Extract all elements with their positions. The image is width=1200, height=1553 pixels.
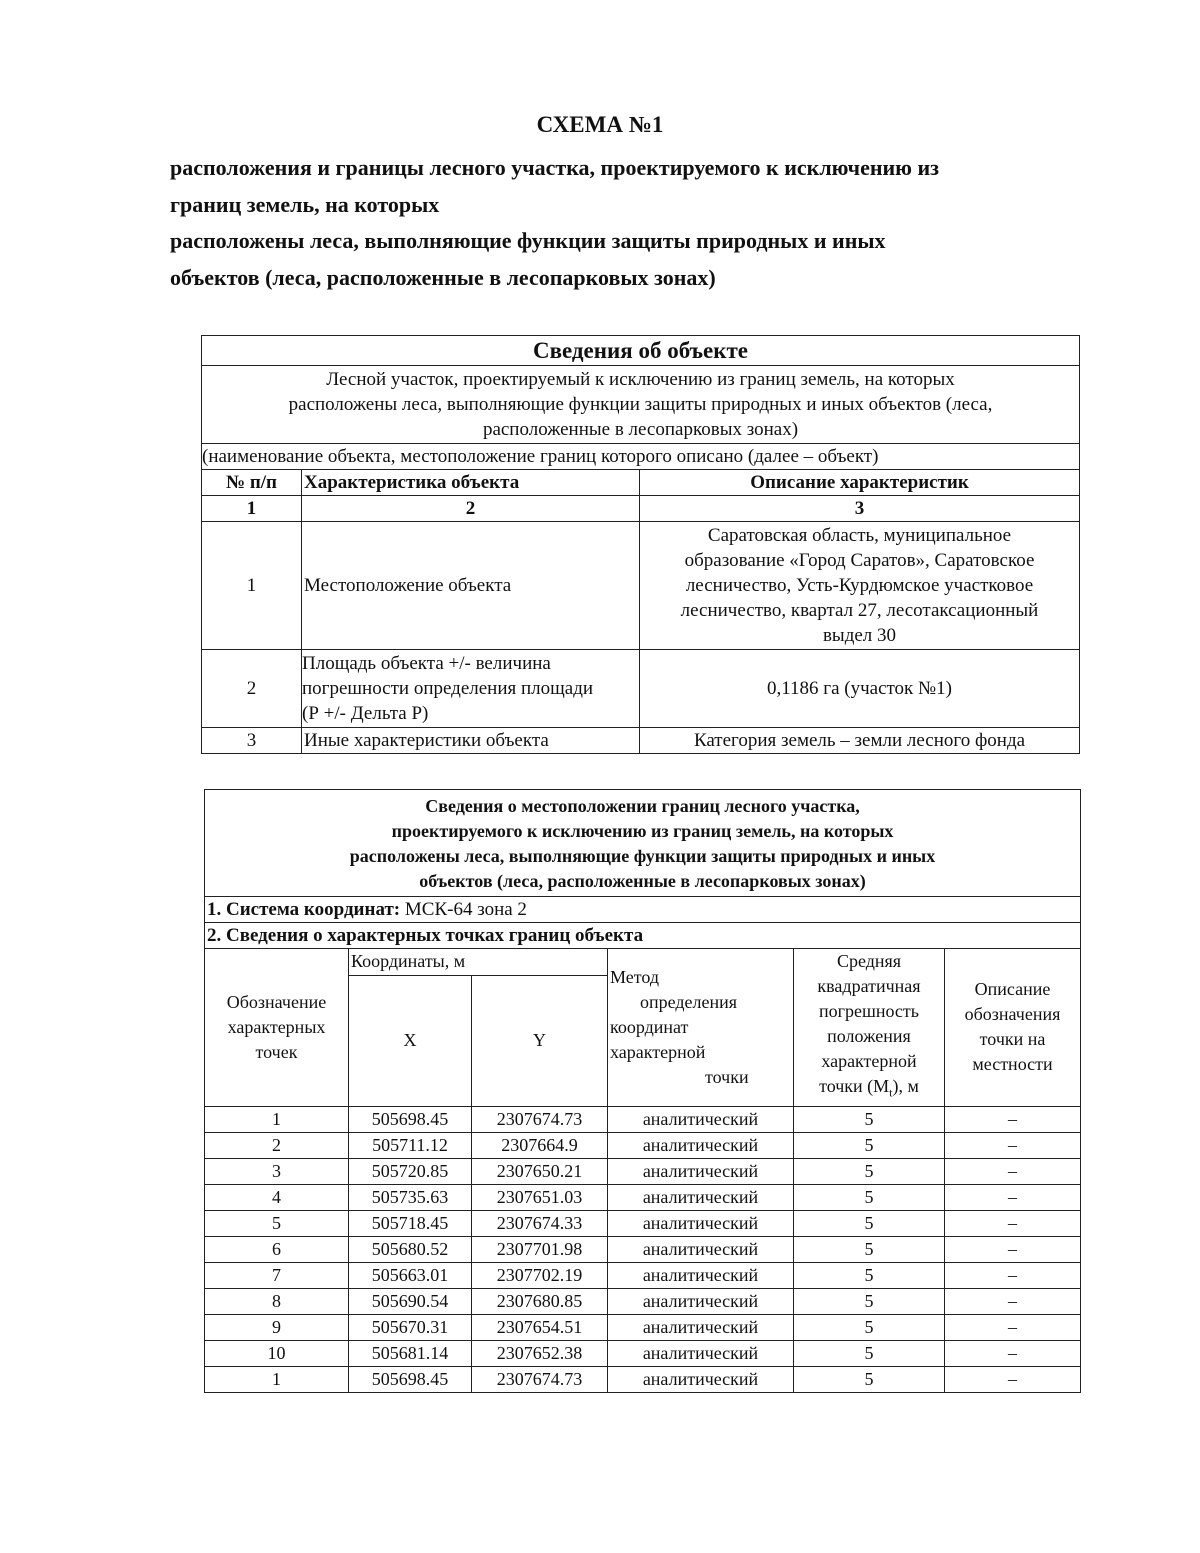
table-row [205,1184,1081,1210]
point-id: 9 [205,1314,349,1340]
point-error: 5 [794,1184,945,1210]
col-header-num: № п/п [202,470,302,496]
point-error: 5 [794,1236,945,1262]
object-name-cell [202,366,1080,444]
point-method: аналитический [608,1340,794,1366]
point-y: 2307650.21 [472,1158,608,1184]
description-line: лесничество, квартал 27, лесотаксационный [680,600,1039,621]
point-desc: – [945,1340,1081,1366]
point-x: 505711.12 [349,1132,472,1158]
point-y: 2307654.51 [472,1314,608,1340]
point-desc: – [945,1366,1081,1392]
point-x: 505718.45 [349,1210,472,1236]
page-title: СХЕМА №1 [536,112,664,137]
point-id: 8 [205,1288,349,1314]
point-method: аналитический [608,1132,794,1158]
table-row [202,728,1080,754]
point-method: аналитический [608,1184,794,1210]
point-method: аналитический [608,1366,794,1392]
boundaries-heading [205,790,1081,897]
table-row [205,1340,1081,1366]
point-error: 5 [794,1106,945,1132]
table-row [202,522,1080,650]
subtitle-line: объектов (леса, расположенные в лесопарковых зонах) [170,264,716,290]
col-number: 2 [302,496,640,522]
point-error: 5 [794,1340,945,1366]
row-characteristic: Местоположение объекта [302,522,640,650]
table-row [205,1158,1081,1184]
point-desc: – [945,1106,1081,1132]
row-num: 1 [202,522,302,650]
point-id: 7 [205,1262,349,1288]
header-line: местности [972,1054,1053,1075]
point-error: 5 [794,1158,945,1184]
object-name-caption: (наименование объекта, местоположение границ которого описано (далее – объект) [202,444,1080,470]
characteristic-line: Площадь объекта +/- величина [302,653,551,674]
header-line: обозначения [964,1004,1061,1025]
row-characteristic: Иные характеристики объекта [302,728,640,754]
description-line: Саратовская область, муниципальное [707,525,1012,546]
object-name-line: расположены леса, выполняющие функции защиты природных и иных объектов (леса, [288,394,993,415]
subtitle-line: границ земель, на которых [170,191,440,217]
col-header-x: X [349,975,472,1106]
header-line: определения [640,991,738,1012]
boundaries-heading-line: проектируемого к исключению из границ земель, на которых [391,821,894,841]
row-num: 3 [202,728,302,754]
point-method: аналитический [608,1158,794,1184]
point-desc: – [945,1262,1081,1288]
point-x: 505720.85 [349,1158,472,1184]
header-line: точки на [979,1029,1046,1050]
point-id: 10 [205,1340,349,1366]
description-line: образование «Город Саратов», Саратовское [684,550,1035,571]
object-info-heading: Сведения об объекте [202,336,1080,366]
point-desc: – [945,1158,1081,1184]
point-x: 505681.14 [349,1340,472,1366]
subtitle-line: расположения и границы лесного участка, проектируемого к исключению из [170,155,940,180]
header-line: Описание [974,979,1051,1000]
point-y: 2307702.19 [472,1262,608,1288]
point-y: 2307674.73 [472,1106,608,1132]
object-info-table [201,335,1080,754]
object-name-line: расположенные в лесопарковых зонах) [482,419,799,440]
row-num: 2 [202,650,302,728]
point-id: 1 [205,1106,349,1132]
point-desc: – [945,1184,1081,1210]
col-header-method [608,949,794,1107]
header-line: точек [255,1041,298,1062]
coord-system-value: МСК-64 зона 2 [404,899,527,920]
point-desc: – [945,1132,1081,1158]
header-line: квадратичная [817,976,921,996]
point-id: 6 [205,1236,349,1262]
table-row [205,1262,1081,1288]
subtitle-line: расположены леса, выполняющие функции защиты природных и иных [170,228,886,253]
row-description: 0,1186 га (участок №1) [640,650,1080,728]
object-name-line: Лесной участок, проектируемый к исключению из границ земель, на которых [326,369,955,390]
point-y: 2307651.03 [472,1184,608,1210]
characteristic-line: (Р +/- Дельта Р) [302,703,429,724]
point-y: 2307652.38 [472,1340,608,1366]
header-line: Средняя [836,951,902,971]
row-description [640,522,1080,650]
col-header-point [205,949,349,1107]
boundaries-heading-line: расположены леса, выполняющие функции защиты природных и иных [349,846,936,866]
point-x: 505698.45 [349,1106,472,1132]
point-x: 505735.63 [349,1184,472,1210]
page-subtitle [170,150,1100,296]
coord-system-row [205,897,1081,923]
table-row [205,1132,1081,1158]
point-y: 2307701.98 [472,1236,608,1262]
col-header-description: Описание характеристик [640,470,1080,496]
point-id: 2 [205,1132,349,1158]
point-error: 5 [794,1132,945,1158]
header-subscript: t [889,1085,893,1100]
point-x: 505670.31 [349,1314,472,1340]
coord-system-label: 1. Система координат: [207,899,401,920]
point-x: 505680.52 [349,1236,472,1262]
boundaries-heading-line: Сведения о местоположении границ лесного участка, [425,796,860,816]
points-heading: 2. Сведения о характерных точках границ объекта [205,923,1081,949]
col-header-characteristic: Характеристика объекта [302,470,640,496]
row-characteristic [302,650,640,728]
header-line: погрешность [818,1001,919,1021]
boundaries-table [204,789,1081,1393]
table-row [205,1236,1081,1262]
point-error: 5 [794,1366,945,1392]
table-row [205,1288,1081,1314]
col-header-y: Y [472,975,608,1106]
point-error: 5 [794,1210,945,1236]
col-header-error [794,949,945,1107]
point-error: 5 [794,1314,945,1340]
point-id: 1 [205,1366,349,1392]
header-text: точки (M [819,1076,890,1096]
point-method: аналитический [608,1262,794,1288]
col-header-coords: Координаты, м [349,949,608,976]
boundaries-heading-line: объектов (леса, расположенные в лесопарковых зонах) [419,871,866,891]
header-text: ) [892,1076,899,1096]
col-number: 1 [202,496,302,522]
point-id: 3 [205,1158,349,1184]
point-desc: – [945,1210,1081,1236]
point-y: 2307674.33 [472,1210,608,1236]
point-desc: – [945,1288,1081,1314]
point-desc: – [945,1236,1081,1262]
col-header-desc [945,949,1081,1107]
header-line: характерной [610,1041,706,1062]
point-x: 505698.45 [349,1366,472,1392]
point-method: аналитический [608,1210,794,1236]
point-y: 2307674.73 [472,1366,608,1392]
points-body [205,1106,1081,1392]
header-text: , м [898,1076,919,1096]
table-row [205,1366,1081,1392]
point-id: 5 [205,1210,349,1236]
header-line: характерной [821,1051,917,1071]
header-line: положения [827,1026,911,1046]
point-x: 505690.54 [349,1288,472,1314]
point-y: 2307680.85 [472,1288,608,1314]
table-row [205,1106,1081,1132]
point-id: 4 [205,1184,349,1210]
header-line: Метод [610,966,660,987]
header-line [796,1074,942,1106]
table-row [202,650,1080,728]
point-error: 5 [794,1262,945,1288]
point-method: аналитический [608,1106,794,1132]
characteristic-line: погрешности определения площади [302,678,594,699]
description-line: лесничество, Усть-Курдюмское участковое [685,575,1034,596]
table-row [205,1314,1081,1340]
point-error: 5 [794,1288,945,1314]
description-line: выдел 30 [822,625,897,646]
row-description: Категория земель – земли лесного фонда [640,728,1080,754]
point-x: 505663.01 [349,1262,472,1288]
header-line: координат [610,1016,689,1037]
col-number: 3 [640,496,1080,522]
table-row [205,1210,1081,1236]
point-method: аналитический [608,1236,794,1262]
point-desc: – [945,1314,1081,1340]
header-line: Обозначение [226,991,327,1012]
point-method: аналитический [608,1288,794,1314]
header-line: точки [705,1066,749,1087]
point-y: 2307664.9 [472,1132,608,1158]
point-method: аналитический [608,1314,794,1340]
header-line: характерных [227,1016,326,1037]
